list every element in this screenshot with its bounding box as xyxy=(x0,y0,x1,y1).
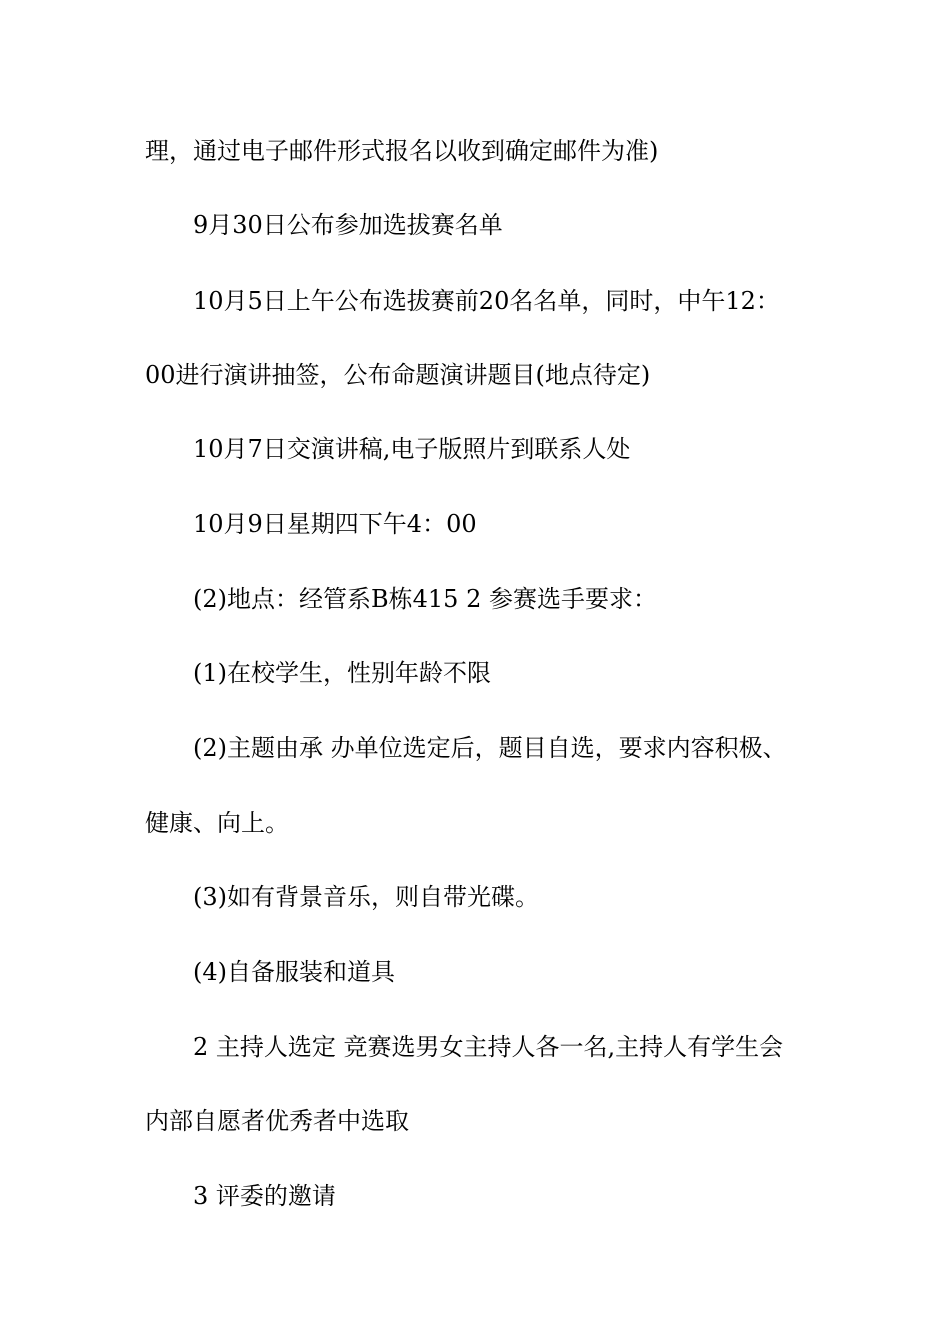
text-line-7: (2)地点：经管系B栋415 2 参赛选手要求： xyxy=(193,585,657,613)
text-line-4: 00进行演讲抽签，公布命题演讲题目(地点待定) xyxy=(145,361,651,389)
text-line-2: 9月30日公布参加选拔赛名单 xyxy=(193,211,503,239)
text-line-5: 10月7日交演讲稿,电子版照片到联系人处 xyxy=(193,435,631,463)
text-line-15: 3 评委的邀请 xyxy=(193,1182,336,1210)
text-line-1: 理，通过电子邮件形式报名以收到确定邮件为准) xyxy=(145,137,659,165)
text-line-13: 2 主持人选定 竞赛选男女主持人各一名,主持人有学生会 xyxy=(193,1033,784,1061)
text-line-3: 10月5日上午公布选拔赛前20名名单，同时，中午12： xyxy=(193,287,780,315)
text-line-9: (2)主题由承 办单位选定后，题目自选，要求内容积极、 xyxy=(193,734,787,762)
text-line-6: 10月9日星期四下午4：00 xyxy=(193,510,477,538)
text-line-12: (4)自备服装和道具 xyxy=(193,958,395,986)
text-line-14: 内部自愿者优秀者中选取 xyxy=(145,1107,409,1135)
text-line-11: (3)如有背景音乐，则自带光碟。 xyxy=(193,883,539,911)
text-line-8: (1)在校学生，性别年龄不限 xyxy=(193,659,491,687)
text-line-10: 健康、向上。 xyxy=(145,809,289,837)
